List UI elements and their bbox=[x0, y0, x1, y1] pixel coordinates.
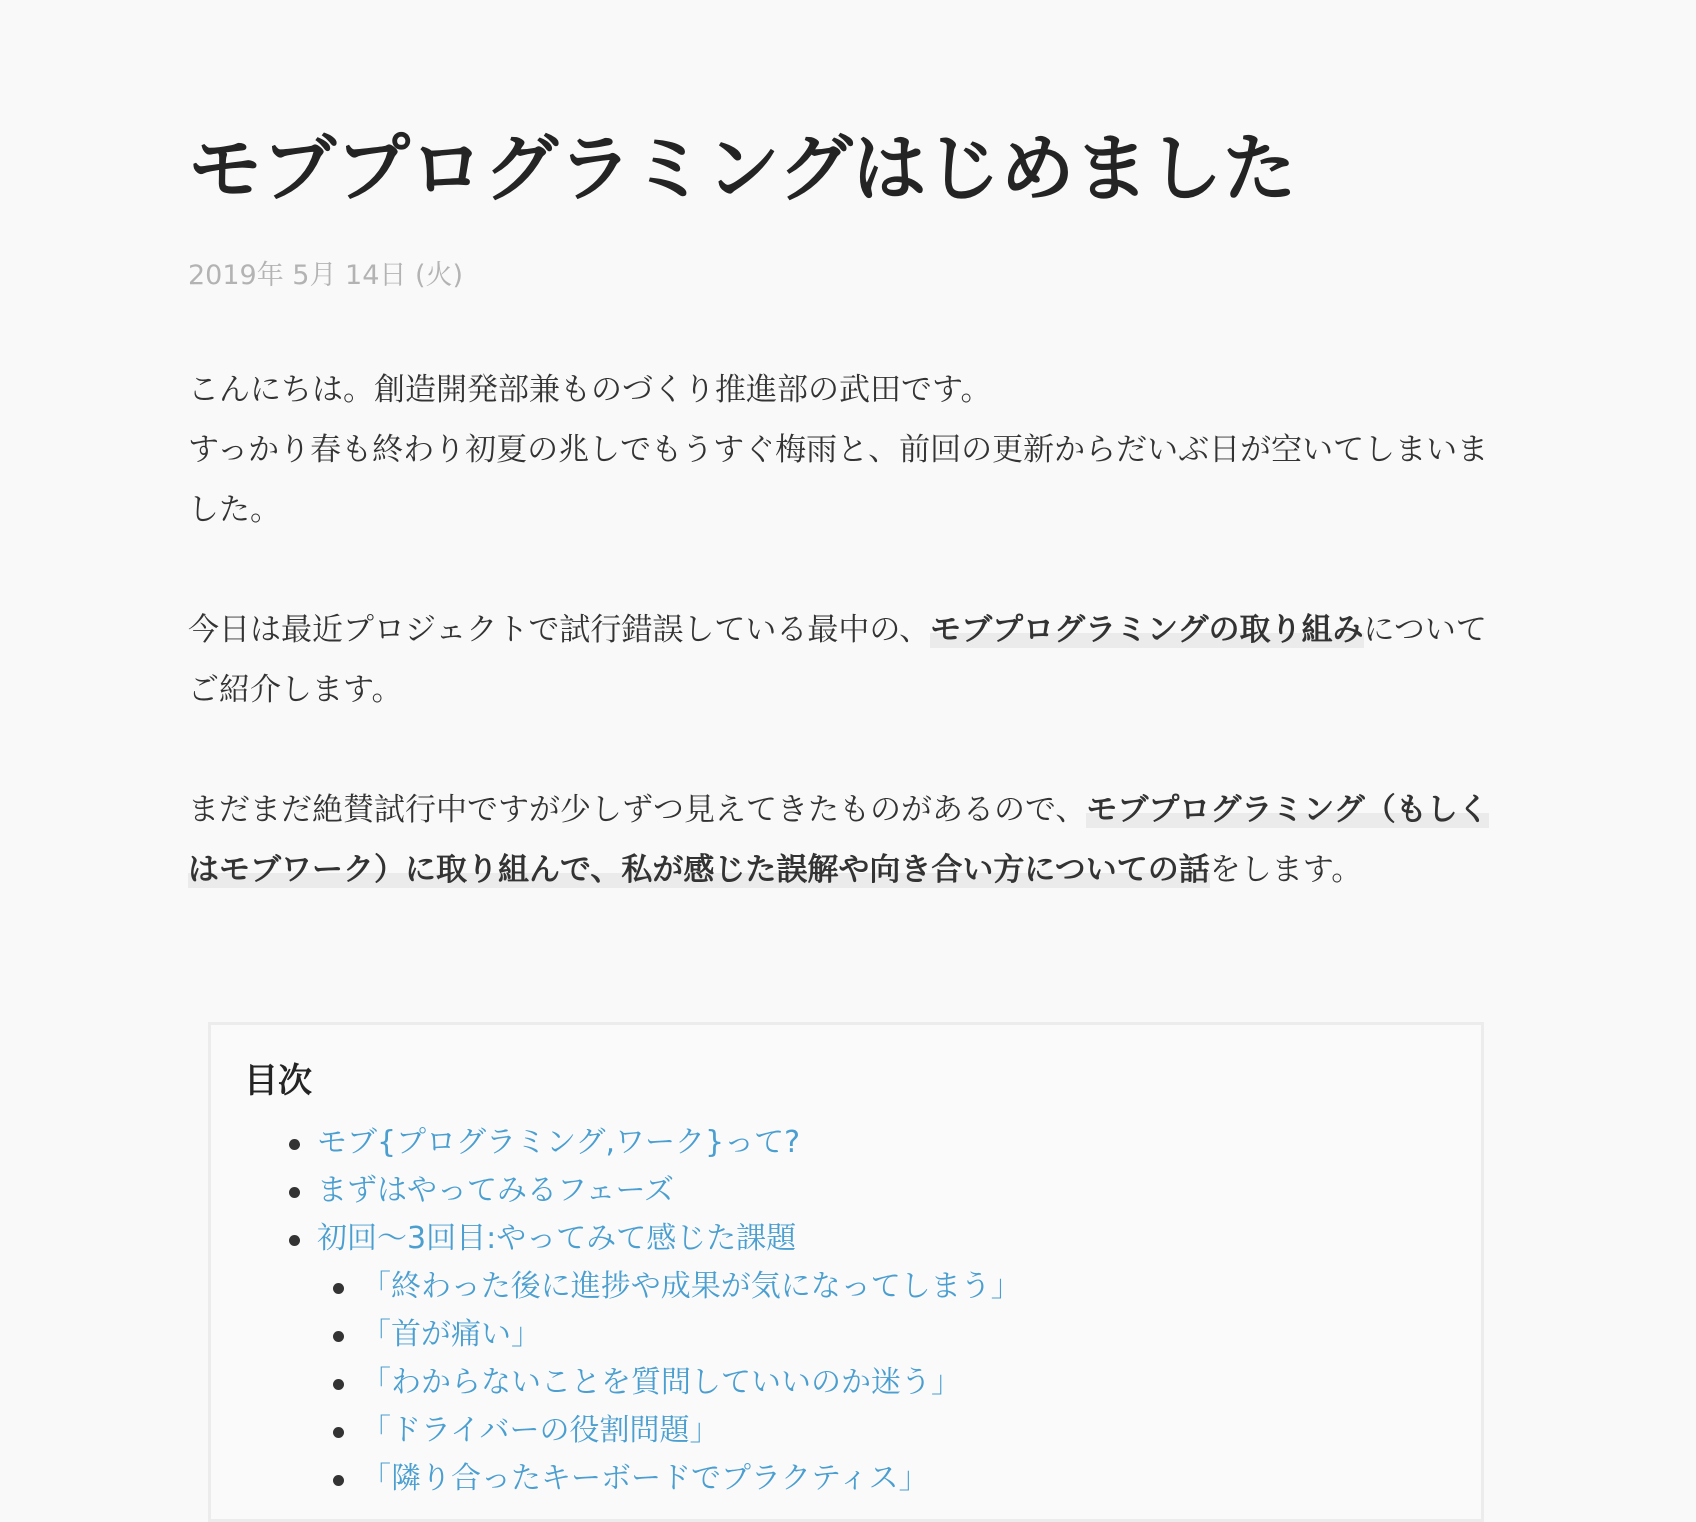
toc-link-about-mob[interactable]: モブ{プログラミング,ワーク}って? bbox=[317, 1125, 801, 1160]
purpose-text-before: まだまだ絶賛試行中ですが少しずつ見えてきたものがあるので、 bbox=[188, 792, 1087, 828]
bullet-icon bbox=[289, 1139, 300, 1150]
bullet-icon bbox=[333, 1379, 344, 1390]
toc-link-try-phase[interactable]: まずはやってみるフェーズ bbox=[317, 1173, 674, 1208]
topic-highlight: モブプログラミングの取り組み bbox=[930, 612, 1364, 648]
toc-link-driver-role[interactable]: 「ドライバーの役割問題」 bbox=[361, 1413, 720, 1448]
purpose-highlight: モブプログラミング（もしくはモブワーク）に取り組んで、私が感じた誤解や向き合い方についての話 bbox=[188, 792, 1489, 888]
table-of-contents bbox=[208, 1022, 1484, 1522]
intro-greeting: こんにちは。創造開発部兼ものづくり推進部の武田です。 bbox=[188, 372, 992, 408]
toc-link-keyboard-practice[interactable]: 「隣り合ったキーボードでプラクティス」 bbox=[361, 1461, 929, 1496]
paragraph-intro bbox=[188, 360, 1502, 540]
purpose-text-after: をします。 bbox=[1209, 852, 1363, 888]
paragraph-purpose bbox=[188, 780, 1502, 900]
bullet-icon bbox=[333, 1283, 344, 1294]
toc-link-neck-pain[interactable]: 「首が痛い」 bbox=[361, 1317, 541, 1352]
bullet-icon bbox=[333, 1427, 344, 1438]
bullet-icon bbox=[289, 1235, 300, 1246]
article-title: モブプログラミングはじめました bbox=[188, 126, 1297, 212]
article-body bbox=[188, 360, 1502, 960]
topic-text-after: についてご紹介します。 bbox=[188, 612, 1487, 708]
toc-link-first-issues[interactable]: 初回〜3回目:やってみて感じた課題 bbox=[317, 1221, 797, 1256]
toc-link-asking-questions[interactable]: 「わからないことを質問していいのか迷う」 bbox=[361, 1365, 961, 1400]
bullet-icon bbox=[333, 1331, 344, 1342]
toc-title: 目次 bbox=[244, 1061, 312, 1101]
bullet-icon bbox=[333, 1475, 344, 1486]
toc-link-progress-worry[interactable]: 「終わった後に進捗や成果が気になってしまう」 bbox=[361, 1269, 1021, 1304]
bullet-icon bbox=[289, 1187, 300, 1198]
publish-date: 2019年 5月 14日 (火) bbox=[188, 260, 464, 291]
topic-text-before: 今日は最近プロジェクトで試行錯誤している最中の、 bbox=[188, 612, 931, 648]
intro-season: すっかり春も終わり初夏の兆しでもうすぐ梅雨と、前回の更新からだいぶ日が空いてしまいました。 bbox=[188, 432, 1489, 528]
paragraph-topic bbox=[188, 600, 1502, 720]
